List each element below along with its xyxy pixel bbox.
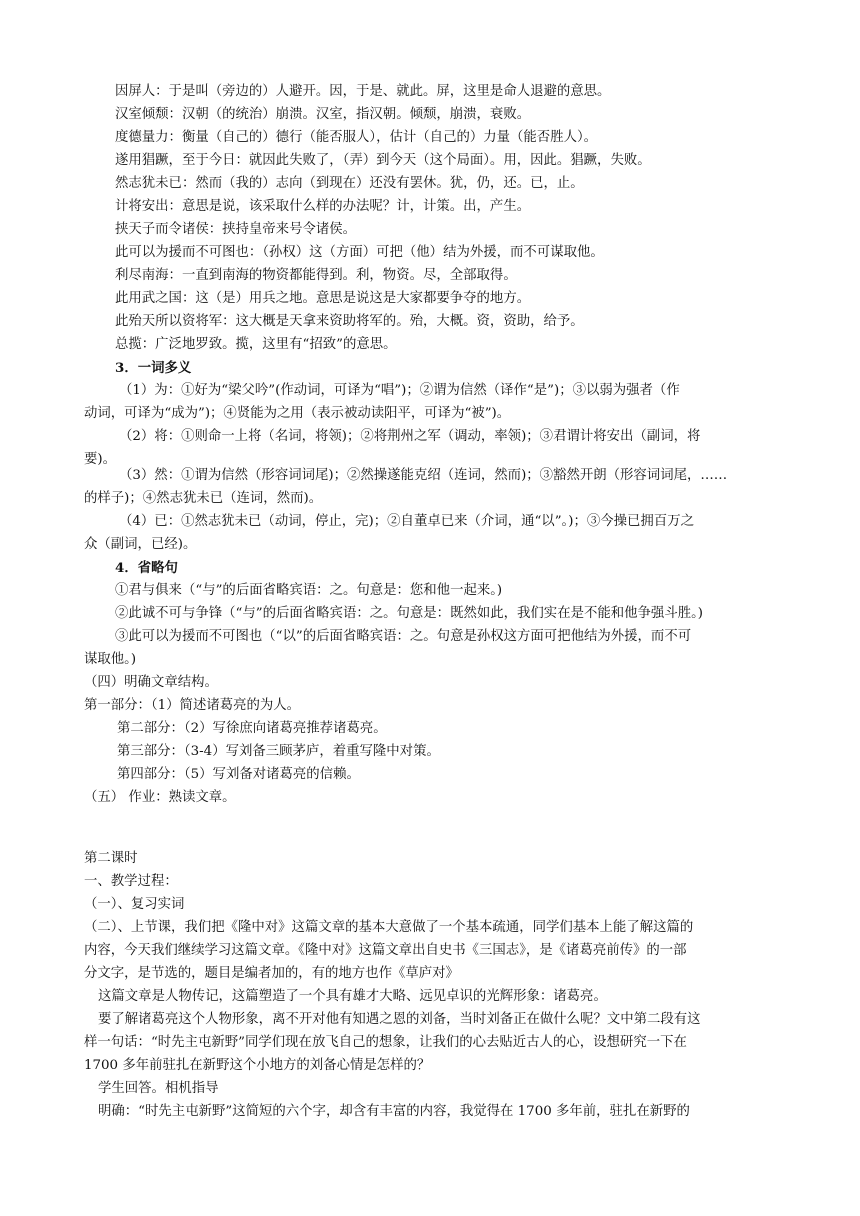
vocab-line: 遂用猖蹶，至于今日：就因此失败了，（弄）到今天（这个局面）。用，因此。猖蹶，失败。 — [115, 153, 651, 168]
ellipsis-sentence-1: ①君与俱来（“与”的后面省略宾语：之。句意是：您和他一起来。) — [115, 583, 503, 598]
section-heading-ellipsis: 4．省略句 — [115, 560, 178, 576]
structure-part-2: 第二部分：（2）写徐庶向诸葛亮推荐诸葛亮。 — [117, 721, 387, 736]
vocab-line: 挟天子而令诸侯：挟持皇帝来号令诸侯。 — [115, 222, 357, 237]
lesson-para-3-cont: 样一句话：“时先主屯新野”同学们现在放飞自己的想象，让我们的心去贴近古人的心，设想研究一下在 — [84, 1035, 687, 1050]
vocab-line: 利尽南海：一直到南海的物资都能得到。利，物资。尽，全部取得。 — [115, 268, 517, 283]
polysemy-para-4-cont: 众（副词，已经)。 — [84, 537, 197, 552]
section-heading-polysemy: 3．一词多义 — [115, 360, 192, 376]
polysemy-para-2-cont: 要)。 — [84, 452, 117, 467]
lesson-para-1-cont: 分文字，是节选的，题目是编者加的，有的地方也作《草庐对》 — [84, 966, 459, 981]
vocab-line: 汉室倾颓：汉朝（的统治）崩溃。汉室，指汉朝。倾颓，崩溃，衰败。 — [115, 107, 531, 122]
lesson-para-3-cont: 1700 多年前驻扎在新野这个小地方的刘备心情是怎样的？ — [84, 1058, 431, 1073]
polysemy-para-1: （1）为：①好为“梁父吟”(作动词，可译为“唱”)；②谓为信然（译作“是”)；③以弱为强者（作 — [119, 383, 680, 398]
structure-part-4: 第四部分：（5）写刘备对诸葛亮的信赖。 — [117, 767, 360, 782]
polysemy-para-1-cont: 动词，可译为“成为”)；④贤能为之用（表示被动读阳平，可译为“被”)。 — [84, 406, 511, 421]
vocab-line: 因屏人：于是叫（旁边的）人避开。因，于是、就此。屏，这里是命人退避的意思。 — [115, 84, 611, 99]
ellipsis-sentence-2: ②此诚不可与争锋（“与”的后面省略宾语：之。句意是：既然如此，我们实在是不能和他争强斗胜。) — [115, 606, 704, 621]
vocab-line: 计将安出：意思是说，该采取什么样的办法呢？计，计策。出，产生。 — [115, 199, 531, 214]
lesson-para-1: （二）、上节课，我们把《隆中对》这篇文章的基本大意做了一个基本疏通，同学们基本上能了解这篇的 — [84, 920, 694, 935]
vocab-line: 度德量力：衡量（自己的）德行（能否服人），估计（自己的）力量（能否胜人）。 — [115, 130, 598, 145]
vocab-line: 然志犹未已：然而（我的）志向（到现在）还没有罢休。犹，仍，还。已，止。 — [115, 176, 584, 191]
lesson-para-1-cont: 内容，今天我们继续学习这篇文章。《隆中对》这篇文章出自史书《三国志》，是《诸葛亮前传》的一部 — [84, 943, 687, 958]
vocab-line: 此用武之国：这（是）用兵之地。意思是说这是大家都要争夺的地方。 — [115, 291, 531, 306]
polysemy-para-3-cont: 的样子)；④然志犹未已（连词，然而)。 — [84, 491, 323, 506]
polysemy-para-4: （4）已：①然志犹未已（动词，停止，完)；②自董卓已来（介词，通“以”。)；③今操已拥百万之 — [119, 514, 694, 529]
lesson-para-2: 这篇文章是人物传记，这篇塑造了一个具有雄才大略、远见卓识的光辉形象：诸葛亮。 — [98, 989, 607, 1004]
lesson-para-4: 学生回答。相机指导 — [98, 1081, 219, 1096]
structure-part-3: 第三部分：（3-4）写刘备三顾茅庐，着重写隆中对策。 — [117, 744, 440, 759]
lesson-para-3: 要了解诸葛亮这个人物形象，离不开对他有知遇之恩的刘备，当时刘备正在做什么呢？文中第二段有这 — [98, 1012, 701, 1027]
vocab-line: 此可以为援而不可图也：（孙权）这（方面）可把（他）结为外援，而不可谋取他。 — [115, 245, 604, 260]
review-line: （一）、复习实词 — [84, 897, 185, 912]
polysemy-para-2: （2）将：①则命一上将（名词，将领)；②将荆州之军（调动，率领)；③君谓计将安出（副词，将 — [119, 429, 701, 444]
ellipsis-sentence-3: ③此可以为援而不可图也（“以”的后面省略宾语：之。句意是孙权这方面可把他结为外援，而不可 — [115, 629, 692, 644]
structure-part-1: 第一部分：（1）简述诸葛亮的为人。 — [84, 698, 301, 713]
structure-heading: （四）明确文章结构。 — [84, 675, 218, 690]
ellipsis-sentence-3-cont: 谋取他。) — [84, 652, 137, 667]
lesson-para-5: 明确：“时先主屯新野”这简短的六个字，却含有丰富的内容，我觉得在 1700 多年前，驻扎在新野的 — [98, 1104, 690, 1119]
polysemy-para-3: （3）然：①谓为信然（形容词词尾)；②然操遂能克绍（连词，然而)；③豁然开朗（形容词词尾，…… — [119, 468, 728, 483]
vocab-line: 总揽：广泛地罗致。揽，这里有“招致”的意思。 — [115, 337, 397, 352]
vocab-line: 此殆天所以资将军：这大概是天拿来资助将军的。殆，大概。资，资助，给予。 — [115, 314, 584, 329]
lesson-title: 第二课时 — [84, 851, 138, 866]
teaching-process-heading: 一、教学过程： — [84, 874, 178, 889]
homework-line: （五） 作业：熟读文章。 — [84, 790, 236, 805]
